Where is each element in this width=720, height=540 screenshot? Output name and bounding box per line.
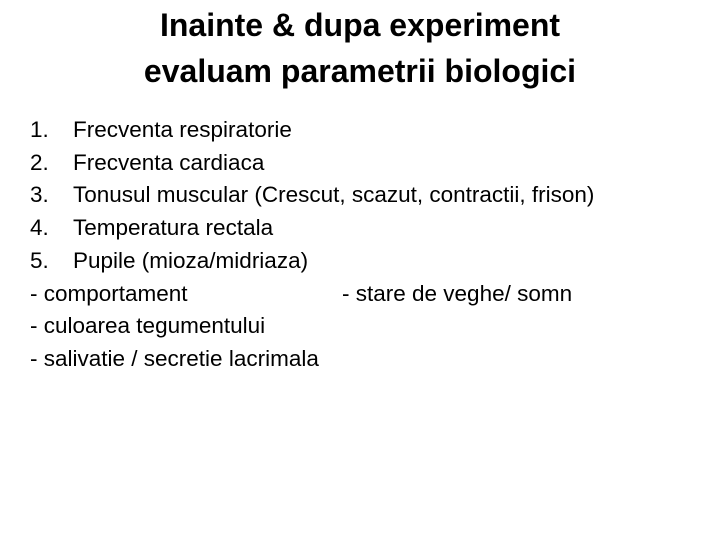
item-number: 2.	[30, 149, 49, 175]
list-item-respiratorie	[30, 114, 710, 147]
item-number: 3.	[30, 182, 49, 208]
dash-item-culoarea: - culoarea tegumentului	[30, 313, 266, 339]
list-item-tonus	[30, 179, 710, 212]
slide-body	[30, 114, 710, 376]
dash-line-comportament	[30, 278, 710, 311]
list-item-cardiaca	[30, 147, 710, 180]
item-number: 4.	[30, 215, 49, 241]
dash-item-comportament: - comportament	[30, 280, 188, 306]
item-text: Pupile (mioza/midriaza)	[73, 247, 309, 273]
dash-item-stare: - stare de veghe/ somn	[342, 280, 573, 306]
item-number: 1.	[30, 117, 49, 142]
item-text: Tonusul muscular (Crescut, scazut, contractii, frison)	[73, 182, 595, 208]
list-item-pupile	[30, 245, 710, 278]
title-line-1: Inainte & dupa experiment	[159, 7, 561, 43]
title-line-2: evaluam parametrii biologici	[143, 53, 577, 89]
item-text: Frecventa cardiaca	[73, 149, 265, 175]
item-text: Frecventa respiratorie	[73, 117, 292, 142]
dash-line-salivatie	[30, 343, 710, 376]
list-item-temperatura	[30, 212, 710, 245]
item-number: 5.	[30, 247, 49, 273]
dash-line-culoarea	[30, 310, 710, 343]
slide-title	[0, 2, 720, 94]
dash-item-salivatie: - salivatie / secretie lacrimala	[30, 345, 319, 371]
item-text: Temperatura rectala	[73, 215, 274, 241]
